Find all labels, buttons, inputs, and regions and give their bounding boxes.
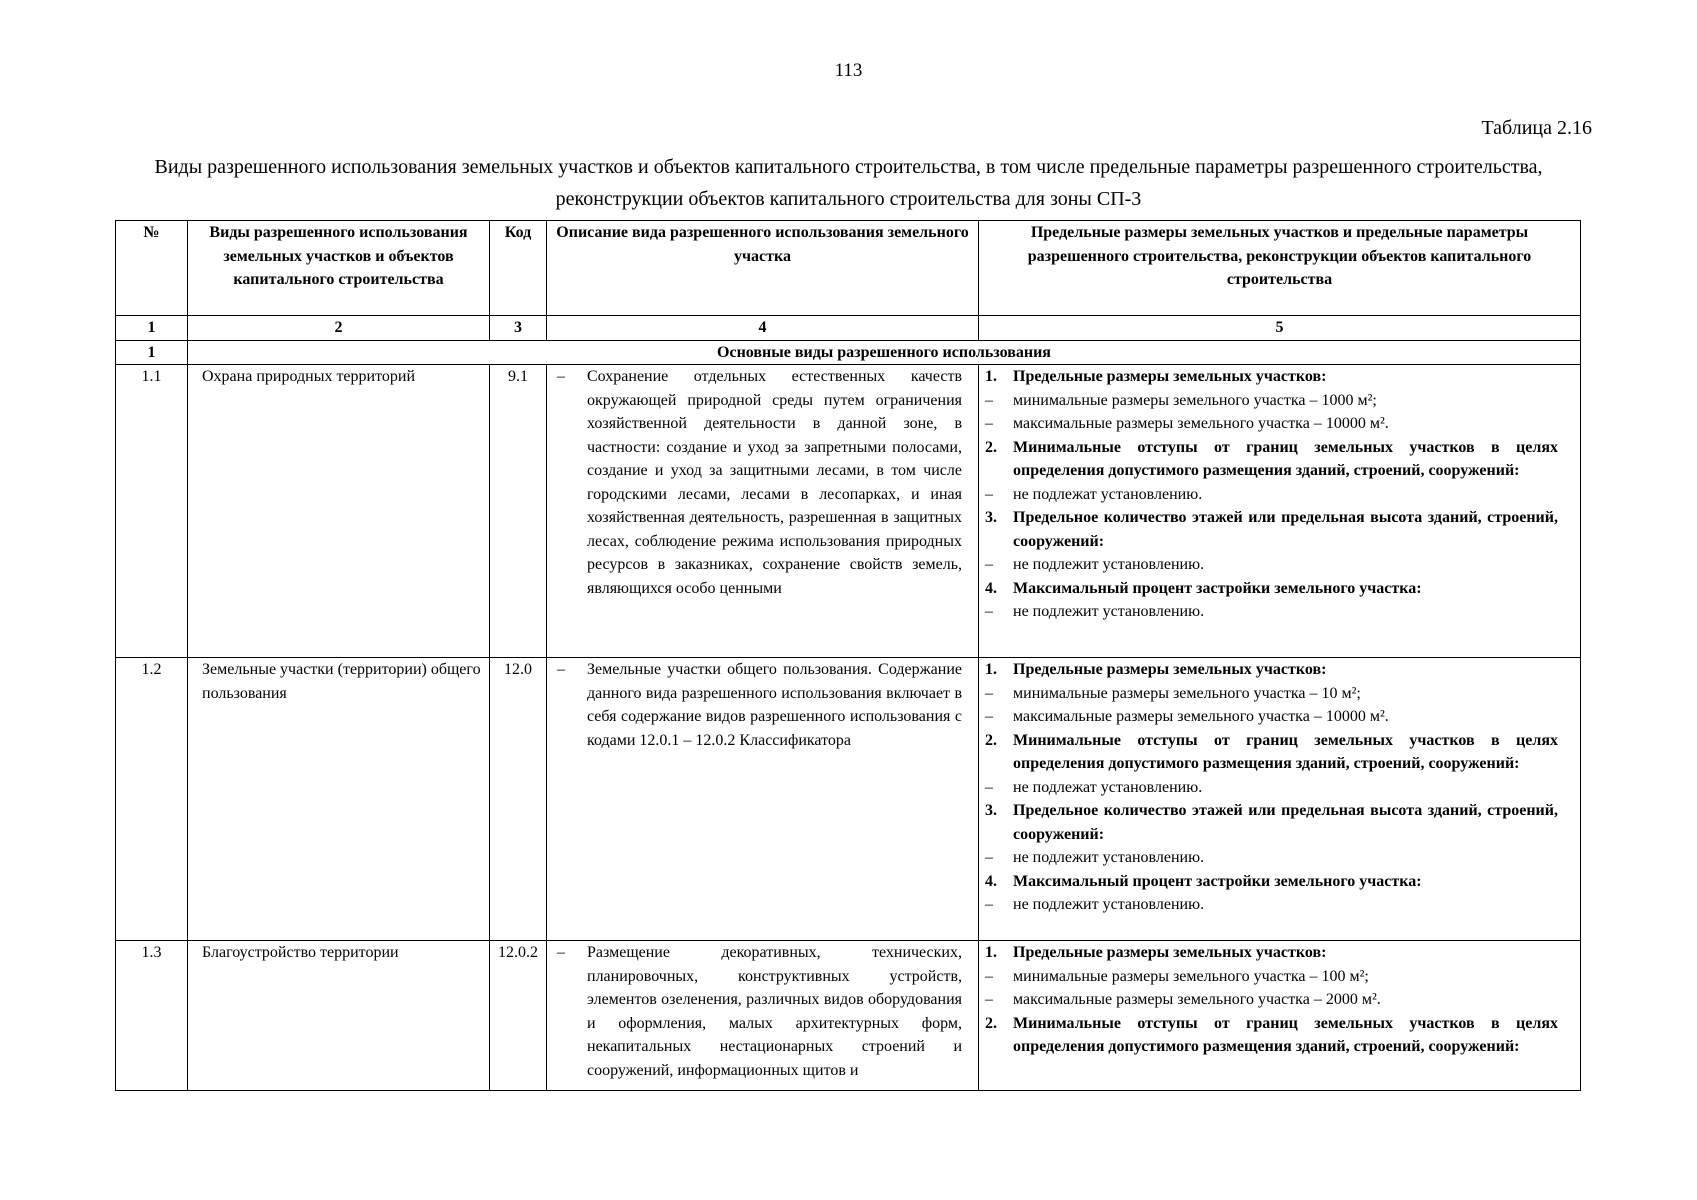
table-row (116, 941, 1581, 1091)
dash-marker: – (557, 944, 565, 961)
param-text: максимальные размеры земельного участка – 10000 м². (1013, 708, 1389, 725)
param-text: не подлежат установлению. (1013, 778, 1203, 796)
param-heading (985, 658, 1558, 682)
param-text: Минимальные отступы от границ земельных участков в целях определения допустимого размещения зданий, строений, сооружений: (1013, 731, 1558, 772)
param-marker: 3. (985, 802, 997, 819)
param-text: Минимальные отступы от границ земельных участков в целях определения допустимого размещения зданий, строений, сооружений: (1013, 438, 1558, 479)
header-code: Код (490, 221, 547, 316)
param-item (985, 988, 1558, 1012)
row-description (547, 365, 979, 658)
param-marker: 2. (985, 438, 997, 456)
table-row (116, 658, 1581, 941)
section-number: 1 (116, 340, 188, 365)
row-type-name: Земельные участки (территории) общего пользования (188, 658, 490, 941)
param-item (985, 600, 1558, 624)
param-text: Максимальный процент застройки земельного участка: (1013, 579, 1422, 597)
row-number: 1.2 (116, 658, 188, 941)
param-marker: – (985, 849, 993, 866)
param-item (985, 682, 1558, 706)
param-marker: 1. (985, 368, 997, 385)
param-item (985, 705, 1558, 729)
row-params (979, 365, 1581, 658)
row-type-name: Охрана природных территорий (188, 365, 490, 658)
param-marker: – (985, 684, 993, 702)
row-code: 12.0 (490, 658, 547, 941)
param-marker: 3. (985, 509, 997, 526)
header-description: Описание вида разрешенного использования земельного участка (547, 221, 979, 316)
param-text: Предельные размеры земельных участков: (1013, 661, 1327, 678)
param-marker: – (985, 391, 993, 409)
param-text: Предельное количество этажей или предельная высота зданий, строений, сооружений: (1013, 509, 1558, 550)
column-number: 5 (979, 316, 1581, 341)
param-marker: – (985, 778, 993, 796)
param-marker: 2. (985, 1014, 997, 1032)
row-code: 12.0.2 (490, 941, 547, 1091)
column-number-row (116, 316, 1581, 341)
column-number: 2 (188, 316, 490, 341)
header-params: Предельные размеры земельных участков и предельные параметры разрешенного строительства, реконструкции объектов капитального строительства (979, 221, 1581, 316)
header-num: № (116, 221, 188, 316)
description-text: Земельные участки общего пользования. Содержание данного вида разрешенного использования включает в себя содержание видов разрешенного использования с кодами 12.0.1 – 12.0.2 Классификатора (587, 661, 962, 749)
dash-marker: – (557, 368, 565, 385)
column-number: 4 (547, 316, 979, 341)
row-type-name: Благоустройство территории (188, 941, 490, 1091)
param-text: не подлежит установлению. (1013, 603, 1205, 620)
param-heading (985, 577, 1558, 601)
param-text: максимальные размеры земельного участка – 10000 м². (1013, 415, 1389, 432)
page-number: 113 (834, 60, 863, 81)
row-code: 9.1 (490, 365, 547, 658)
param-text: Максимальный процент застройки земельного участка: (1013, 872, 1422, 890)
table-row (116, 365, 1581, 658)
param-text: Минимальные отступы от границ земельных участков в целях определения допустимого размещения зданий, строений, сооружений: (1013, 1014, 1558, 1055)
param-heading (985, 436, 1558, 483)
section-row (116, 340, 1581, 365)
param-item (985, 483, 1558, 507)
param-text: не подлежит установлению. (1013, 896, 1205, 913)
param-marker: 1. (985, 944, 997, 961)
param-heading (985, 365, 1558, 389)
param-text: максимальные размеры земельного участка – 2000 м². (1013, 991, 1381, 1008)
param-text: не подлежит установлению. (1013, 556, 1205, 573)
column-number: 1 (116, 316, 188, 341)
description-text: Сохранение отдельных естественных качеств окружающей природной среды путем ограничения хозяйственной деятельности в данной зоне, в частности: создание и уход за запретными полосами, создание и уход за защитными лесами, в том числе городскими лесами, лесами в лесопарках, и иная хозяйственная деятельность, разрешенная в защитных лесах, соблюдение режима использования природных ресурсов в заказниках, сохранение свойств земель, являющихся особо ценными (587, 368, 962, 597)
param-marker: – (985, 415, 993, 432)
param-marker: 2. (985, 731, 997, 749)
param-marker: 1. (985, 661, 997, 678)
param-marker: – (985, 967, 993, 985)
param-heading (985, 1012, 1558, 1059)
param-marker: 4. (985, 579, 997, 597)
param-text: Предельные размеры земельных участков: (1013, 944, 1327, 961)
param-marker: – (985, 896, 993, 913)
param-item (985, 965, 1558, 989)
param-text: не подлежат установлению. (1013, 485, 1203, 503)
param-marker: 4. (985, 872, 997, 890)
dash-marker: – (557, 661, 565, 678)
param-heading (985, 506, 1558, 553)
param-text: минимальные размеры земельного участка – 100 м²; (1013, 967, 1369, 985)
param-marker: – (985, 708, 993, 725)
table-title: Виды разрешенного использования земельных участков и объектов капитального строительства, в том числе предельные параметры разрешенного строительства, реконструкции объектов капитального строительства для зоны СП-3 (154, 156, 1543, 210)
param-marker: – (985, 485, 993, 503)
table-body (116, 365, 1581, 1091)
row-number: 1.3 (116, 941, 188, 1091)
param-heading (985, 941, 1558, 965)
param-text: не подлежит установлению. (1013, 849, 1205, 866)
param-heading (985, 799, 1558, 846)
header-row (116, 221, 1581, 316)
param-marker: – (985, 556, 993, 573)
param-item (985, 893, 1558, 917)
header-type: Виды разрешенного использования земельных участков и объектов капитального строительства (188, 221, 490, 316)
param-text: Предельное количество этажей или предельная высота зданий, строений, сооружений: (1013, 802, 1558, 843)
param-item (985, 389, 1558, 413)
section-title: Основные виды разрешенного использования (188, 340, 1581, 365)
param-text: Предельные размеры земельных участков: (1013, 368, 1327, 385)
row-description (547, 658, 979, 941)
param-item (985, 776, 1558, 800)
param-item (985, 846, 1558, 870)
param-heading (985, 729, 1558, 776)
row-number: 1.1 (116, 365, 188, 658)
param-marker: – (985, 603, 993, 620)
row-params (979, 658, 1581, 941)
param-text: минимальные размеры земельного участка – 1000 м²; (1013, 391, 1377, 409)
zoning-table (115, 220, 1581, 1091)
row-description (547, 941, 979, 1091)
param-heading (985, 870, 1558, 894)
param-item (985, 553, 1558, 577)
row-params (979, 941, 1581, 1091)
param-marker: – (985, 991, 993, 1008)
column-number: 3 (490, 316, 547, 341)
param-item (985, 412, 1558, 436)
param-text: минимальные размеры земельного участка – 10 м²; (1013, 684, 1361, 702)
table-label: Таблица 2.16 (1481, 117, 1592, 139)
description-text: Размещение декоративных, технических, планировочных, конструктивных устройств, элементов озеленения, различных видов оборудования и оформления, малых архитектурных форм, некапитальных нестационарных строений и сооружений, информационных щитов и (587, 944, 962, 1079)
